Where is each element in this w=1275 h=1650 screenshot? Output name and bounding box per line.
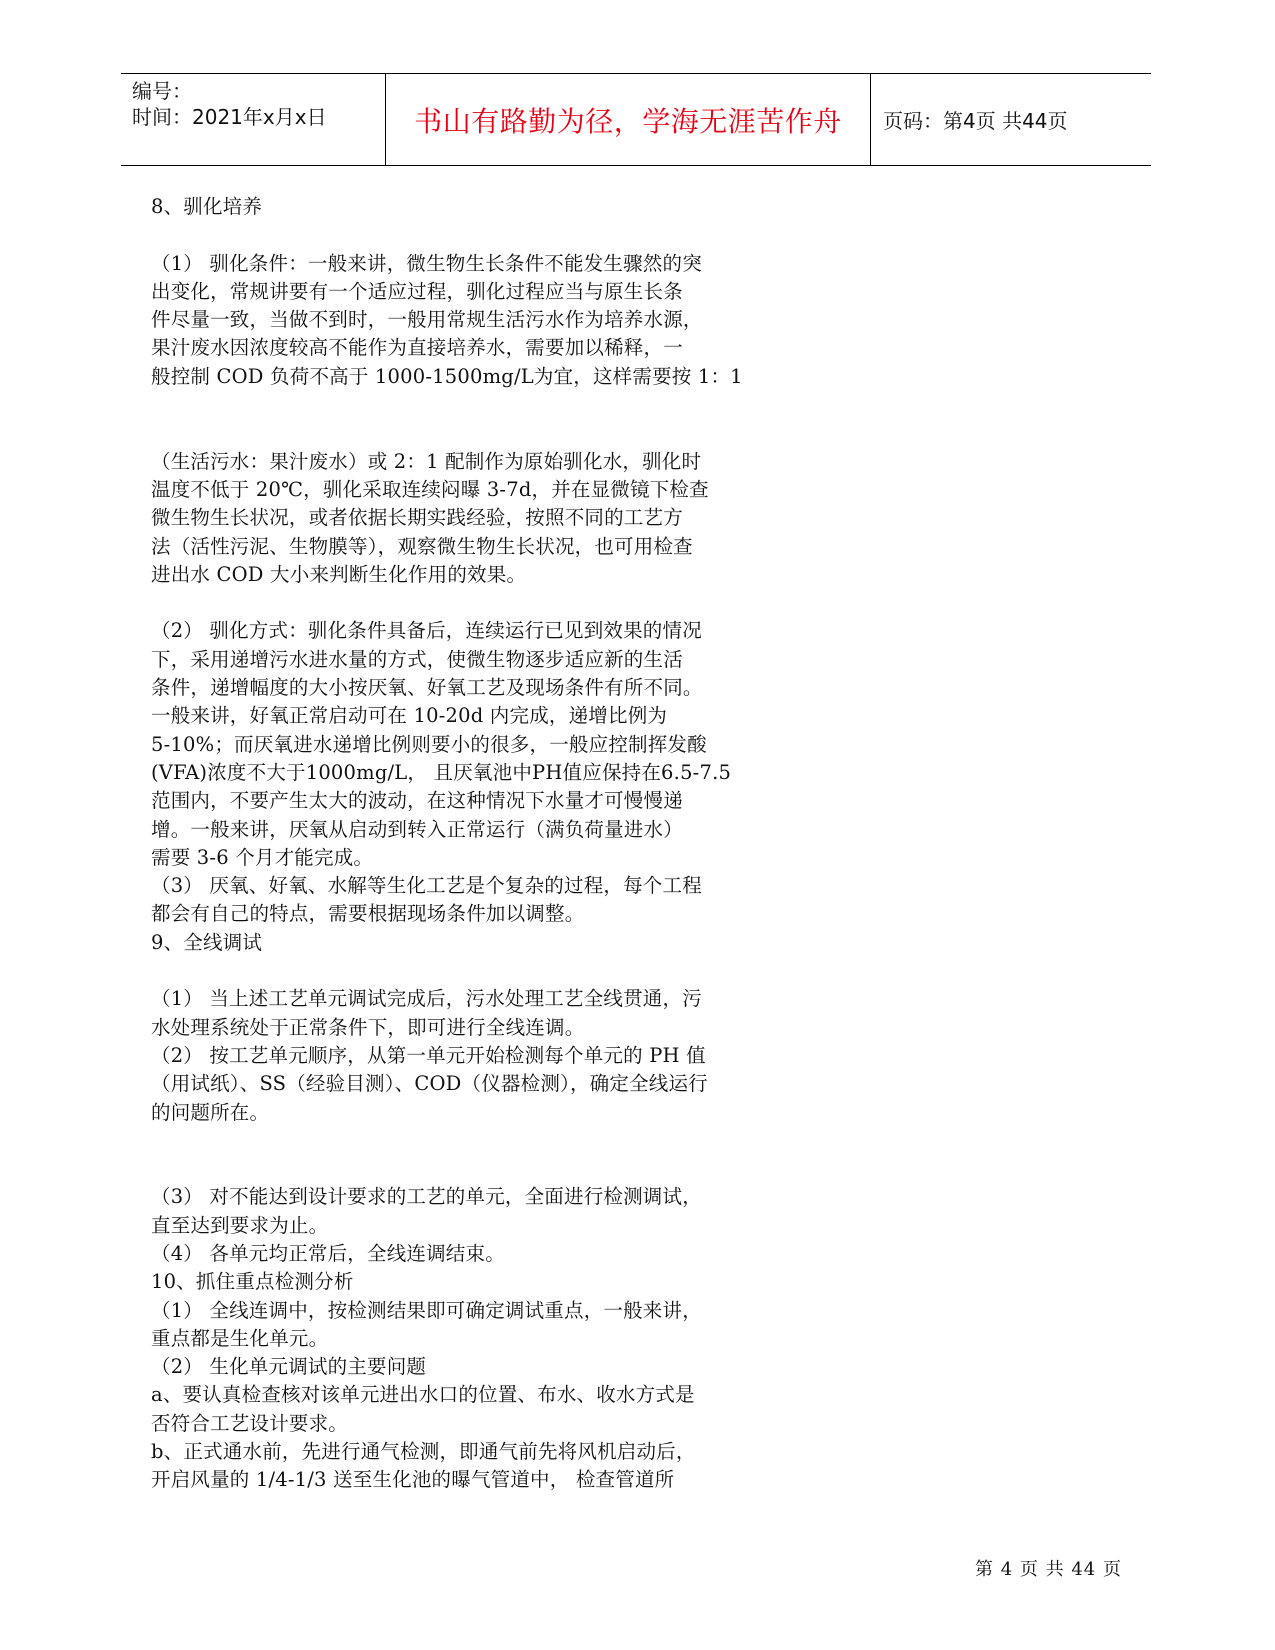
body-text-line: b、正式通水前，先进行通气检测，即通气前先将风机启动后， bbox=[151, 1440, 696, 1464]
blank-line bbox=[151, 419, 851, 447]
body-text-line: 范围内，不要产生太大的波动，在这种情况下水量才可慢慢递 bbox=[151, 789, 683, 813]
header-motto: 书山有路勤为径，学海无涯苦作舟 bbox=[414, 104, 842, 138]
page-header bbox=[121, 73, 1151, 166]
header-left-cell bbox=[121, 74, 385, 165]
body-text-line: （3） 厌氧、好氧、水解等生化工艺是个复杂的过程，每个工程 bbox=[151, 874, 702, 898]
header-motto-cell bbox=[385, 74, 871, 165]
body-text-line: 的问题所在。 bbox=[151, 1100, 270, 1124]
blank-line bbox=[151, 1155, 851, 1183]
body-text-line: 重点都是生化单元。 bbox=[151, 1326, 329, 1350]
blank-line bbox=[151, 589, 851, 617]
body-text-line: 下，采用递增污水进水量的方式，使微生物逐步适应新的生活 bbox=[151, 647, 683, 671]
body-text-line: （2） 按工艺单元顺序，从第一单元开始检测每个单元的 PH 值 bbox=[151, 1043, 706, 1067]
body-text-line: （用试纸）、SS（经验目测）、COD（仪器检测），确定全线运行 bbox=[151, 1072, 708, 1096]
body-text-line: 5-10%；而厌氧进水递增比例则要小的很多，一般应控制挥发酸 bbox=[151, 732, 707, 756]
body-text-line: 10、抓住重点检测分析 bbox=[151, 1270, 354, 1294]
body-text-line: 否符合工艺设计要求。 bbox=[151, 1411, 349, 1435]
document-code-label: 编号： bbox=[132, 79, 192, 103]
page-footer-number: 第 4 页 共 44 页 bbox=[975, 1559, 1122, 1580]
body-text-line: 条件，递增幅度的大小按厌氧、好氧工艺及现场条件有所不同。 bbox=[151, 676, 703, 700]
blank-line bbox=[151, 221, 851, 249]
body-text-line: （2） 驯化方式：驯化条件具备后，连续运行已见到效果的情况 bbox=[151, 619, 702, 643]
body-text-line: 件尽量一致，当做不到时，一般用常规生活污水作为培养水源， bbox=[151, 308, 703, 332]
header-page-info: 页码：第4页 共44页 bbox=[883, 109, 1068, 133]
body-text-line: 进出水 COD 大小来判断生化作用的效果。 bbox=[151, 562, 527, 586]
body-text-line: 温度不低于 20℃，驯化采取连续闷曝 3-7d，并在显微镜下检查 bbox=[151, 477, 709, 501]
body-text-line: （3） 对不能达到设计要求的工艺的单元，全面进行检测调试， bbox=[151, 1185, 702, 1209]
body-text-line: 8、驯化培养 bbox=[151, 195, 263, 218]
body-text-line: 直至达到要求为止。 bbox=[151, 1213, 329, 1237]
body-text-line: （4） 各单元均正常后，全线连调结束。 bbox=[151, 1241, 505, 1265]
header-page-cell bbox=[871, 74, 1151, 165]
body-text-line: 法（活性污泥、生物膜等），观察微生物生长状况，也可用检查 bbox=[151, 534, 693, 558]
body-text-line: （1） 驯化条件：一般来讲，微生物生长条件不能发生骤然的突 bbox=[151, 251, 702, 275]
body-text-line: 9、全线调试 bbox=[151, 930, 263, 954]
body-text-line: （生活污水：果汁废水）或 2：1 配制作为原始驯化水，驯化时 bbox=[151, 449, 702, 473]
body-text-line: （1） 全线连调中，按检测结果即可确定调试重点，一般来讲， bbox=[151, 1298, 702, 1322]
body-text-line: 需要 3-6 个月才能完成。 bbox=[151, 845, 374, 869]
document-time-label: 时间：2021年x月x日 bbox=[132, 105, 327, 129]
body-text-line: 增。一般来讲，厌氧从启动到转入正常运行（满负荷量进水） bbox=[151, 817, 683, 841]
body-text-line: 果汁废水因浓度较高不能作为直接培养水，需要加以稀释，一 bbox=[151, 336, 683, 360]
body-text-line: 一般来讲，好氧正常启动可在 10-20d 内完成，递增比例为 bbox=[151, 704, 668, 728]
body-text-line: 水处理系统处于正常条件下，即可进行全线连调。 bbox=[151, 1015, 585, 1039]
body-text-line: 出变化，常规讲要有一个适应过程，驯化过程应当与原生长条 bbox=[151, 279, 683, 303]
body-text-line: （1） 当上述工艺单元调试完成后，污水处理工艺全线贯通，污 bbox=[151, 987, 702, 1011]
blank-line bbox=[151, 957, 851, 985]
body-text-line: 般控制 COD 负荷不高于 1000-1500mg/L为宜，这样需要按 1：1 bbox=[151, 364, 743, 388]
body-text-line: a、要认真检查核对该单元进出水口的位置、布水、收水方式是 bbox=[151, 1383, 695, 1407]
body-text-line: 开启风量的 1/4-1/3 送至生化池的曝气管道中， 检查管道所 bbox=[151, 1468, 675, 1492]
body-text-line: 微生物生长状况，或者依据长期实践经验，按照不同的工艺方 bbox=[151, 506, 683, 530]
document-body bbox=[151, 193, 851, 1495]
body-text-line: 都会有自己的特点，需要根据现场条件加以调整。 bbox=[151, 902, 585, 926]
body-text-line: (VFA)浓度不大于1000mg/L， 且厌氧池中PH值应保持在6.5-7.5 bbox=[151, 760, 732, 784]
blank-line bbox=[151, 391, 851, 419]
body-text-line: （2） 生化单元调试的主要问题 bbox=[151, 1355, 427, 1379]
blank-line bbox=[151, 1127, 851, 1155]
